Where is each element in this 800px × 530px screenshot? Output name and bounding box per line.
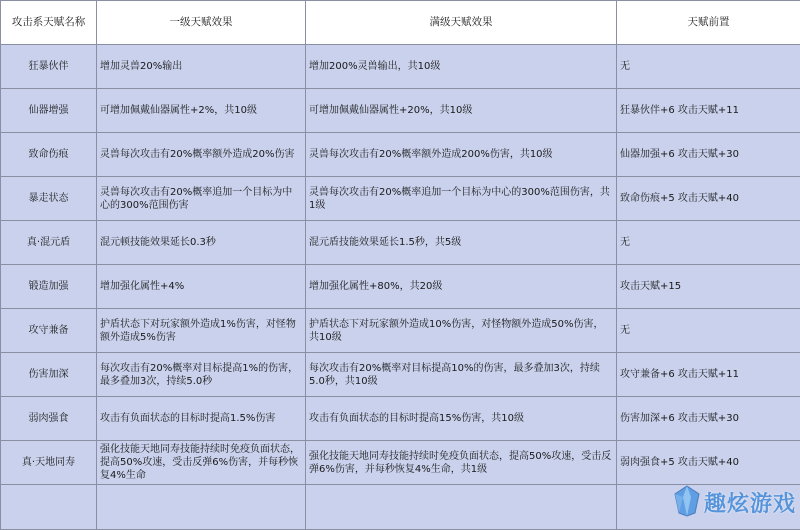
level1-effect: 灵兽每次攻击有20%概率追加一个目标为中心的300%范围伤害 [97, 177, 306, 221]
prerequisite: 狂暴伙伴+6 攻击天赋+11 [617, 89, 800, 133]
header-level1-effect: 一级天赋效果 [97, 1, 306, 45]
level1-effect: 每次攻击有20%概率对目标提高1%的伤害，最多叠加3次，持续5.0秒 [97, 353, 306, 397]
level1-effect: 护盾状态下对玩家额外造成1%伤害，对怪物额外造成5%伤害 [97, 309, 306, 353]
table-row [1, 309, 800, 353]
prerequisite: 无 [617, 45, 800, 89]
level1-effect: 增加强化属性+4% [97, 265, 306, 309]
table-row [1, 441, 800, 485]
table-row [1, 45, 800, 89]
max-effect: 灵兽每次攻击有20%概率额外造成200%伤害，共10级 [306, 133, 617, 177]
table-row [1, 133, 800, 177]
prerequisite: 弱肉强食+5 攻击天赋+40 [617, 441, 800, 485]
header-max-effect: 满级天赋效果 [306, 1, 617, 45]
header-prerequisite: 天赋前置 [617, 1, 800, 45]
level1-effect: 可增加佩戴仙器属性+2%，共10级 [97, 89, 306, 133]
talent-name: 真·混元盾 [1, 221, 97, 265]
empty-cell [97, 485, 306, 530]
talent-name: 弱肉强食 [1, 397, 97, 441]
table-row [1, 265, 800, 309]
max-effect: 灵兽每次攻击有20%概率追加一个目标为中心的300%范围伤害，共1级 [306, 177, 617, 221]
talent-name: 攻守兼备 [1, 309, 97, 353]
max-effect: 可增加佩戴仙器属性+20%，共10级 [306, 89, 617, 133]
empty-cell [1, 485, 97, 530]
prerequisite: 无 [617, 309, 800, 353]
max-effect: 增加强化属性+80%，共20级 [306, 265, 617, 309]
talent-name: 锻造加强 [1, 265, 97, 309]
table-row [1, 89, 800, 133]
talent-name: 仙器增强 [1, 89, 97, 133]
max-effect: 混元盾技能效果延长1.5秒，共5级 [306, 221, 617, 265]
header-talent-name: 攻击系天赋名称 [1, 1, 97, 45]
table-row [1, 177, 800, 221]
level1-effect: 增加灵兽20%输出 [97, 45, 306, 89]
prerequisite: 攻守兼备+6 攻击天赋+11 [617, 353, 800, 397]
max-effect: 强化技能天地同寿技能持续时免疫负面状态，提高50%攻速，受击反弹6%伤害，并每秒恢复4%生命，共1级 [306, 441, 617, 485]
table-header-row [1, 1, 800, 45]
prerequisite: 无 [617, 221, 800, 265]
table-row [1, 353, 800, 397]
max-effect: 护盾状态下对玩家额外造成10%伤害，对怪物额外造成50%伤害，共10级 [306, 309, 617, 353]
talent-name: 狂暴伙伴 [1, 45, 97, 89]
table-row [1, 397, 800, 441]
empty-cell [306, 485, 617, 530]
talent-name: 致命伤痕 [1, 133, 97, 177]
prerequisite: 伤害加深+6 攻击天赋+30 [617, 397, 800, 441]
prerequisite: 攻击天赋+15 [617, 265, 800, 309]
table-row [1, 221, 800, 265]
max-effect: 攻击有负面状态的目标时提高15%伤害，共10级 [306, 397, 617, 441]
level1-effect: 灵兽每次攻击有20%概率额外造成20%伤害 [97, 133, 306, 177]
level1-effect: 强化技能天地同寿技能持续时免疫负面状态，提高50%攻速，受击反弹6%伤害，并每秒恢复4%生命 [97, 441, 306, 485]
prerequisite: 仙器加强+6 攻击天赋+30 [617, 133, 800, 177]
level1-effect: 攻击有负面状态的目标时提高1.5%伤害 [97, 397, 306, 441]
watermark-text: 趣炫游戏 [704, 487, 796, 518]
talent-name: 暴走状态 [1, 177, 97, 221]
max-effect: 每次攻击有20%概率对目标提高10%的伤害，最多叠加3次，持续5.0秒，共10级 [306, 353, 617, 397]
talent-name: 伤害加深 [1, 353, 97, 397]
level1-effect: 混元顿技能效果延长0.3秒 [97, 221, 306, 265]
watermark [674, 485, 796, 520]
prerequisite: 致命伤痕+5 攻击天赋+40 [617, 177, 800, 221]
crystal-logo-icon [674, 485, 700, 520]
talent-name: 真·天地同寿 [1, 441, 97, 485]
max-effect: 增加200%灵兽输出，共10级 [306, 45, 617, 89]
